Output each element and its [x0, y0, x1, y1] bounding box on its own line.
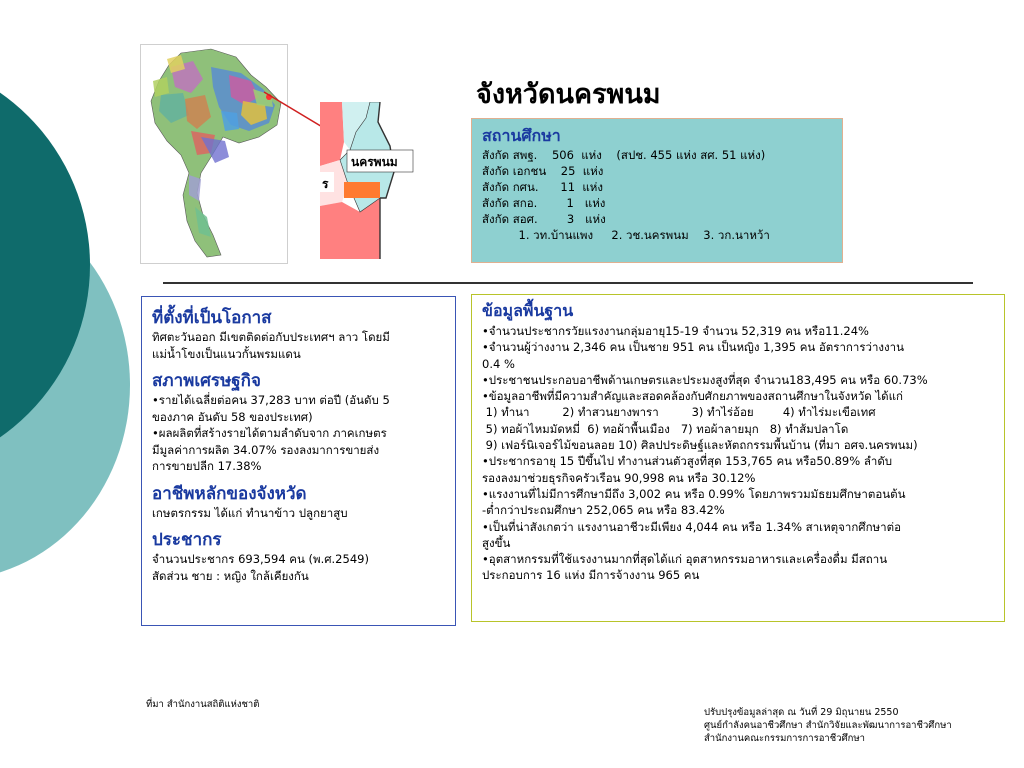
education-row: สังกัด สกอ. 1 แห่ง	[482, 196, 606, 210]
education-row: สังกัด สอศ. 3 แห่ง	[482, 212, 606, 226]
economy-line: การขายปลีก 17.38%	[152, 459, 262, 473]
education-box	[471, 118, 843, 263]
education-row: สังกัด สพฐ. 506 แห่ง (สปช. 455 แห่ง สศ. 51 แห่ง)	[482, 148, 766, 162]
basic-line: สูงขึ้น	[482, 535, 511, 550]
population-line: จำนวนประชากร 693,594 คน (พ.ศ.2549)	[152, 552, 369, 566]
updated-date: ปรับปรุงข้อมูลล่าสุด ณ วันที่ 29 มิถุนายน 2550	[704, 707, 899, 718]
separator-line	[163, 282, 973, 284]
location-section	[152, 307, 445, 362]
education-heading: สถานศึกษา	[482, 126, 561, 145]
basic-line: 9) เฟอร์นิเจอร์ไม้ขอนลอย 10) ศิลปประดิษฐ์และหัตถกรรมพื้นบ้าน (ที่มา อศจ.นครพนม)	[482, 438, 918, 453]
occupation-heading: อาชีพหลักของจังหวัด	[152, 483, 307, 504]
footer-credits	[704, 706, 952, 745]
source-note: ที่มา สำนักงานสถิติแห่งชาติ	[146, 699, 260, 710]
basic-line: •ข้อมูลอาชีพที่มีความสำคัญและสอดคล้องกับศักยภาพของสถานศึกษาในจังหวัด ได้แก่	[482, 389, 904, 404]
zoom-map-side-label: ร	[322, 177, 329, 191]
page-title: จังหวัดนครพนม	[476, 79, 661, 110]
education-row: 1. วท.บ้านแพง 2. วช.นครพนม 3. วก.นาหว้า	[482, 228, 770, 242]
basic-line: 5) ทอผ้าไหมมัดหมี่ 6) ทอผ้าพื้นเมือง 7) ทอผ้าลายมุก 8) ทำส้มปลาโด	[482, 421, 849, 436]
location-heading: ที่ตั้งที่เป็นโอกาส	[152, 308, 272, 328]
economy-line: •ผลผลิตที่สร้างรายได้ตามลำดับจาก ภาคเกษตร	[152, 426, 387, 440]
location-line: แม่น้ำโขงเป็นแนวกั้นพรมแดน	[152, 346, 301, 361]
thailand-map	[140, 44, 288, 264]
basic-line: •จำนวนประชากรวัยแรงงานกลุ่มอายุ15-19 จำนวน 52,319 คน หรือ11.24%	[482, 324, 869, 338]
basic-line: •เป็นที่น่าสังเกตว่า แรงงานอาชีวะมีเพียง 4,044 คน หรือ 1.34% สาเหตุจากศึกษาต่อ	[482, 519, 901, 534]
basic-line: •ประชากรอายุ 15 ปีขึ้นไป ทำงานส่วนตัวสูงที่สุด 153,765 คน หรือ50.89% ลำดับ	[482, 454, 893, 469]
basic-line: •อุตสาหกรรมที่ใช้แรงงานมากที่สุดได้แก่ อุตสาหกรรมอาหารและเครื่องดื่ม มีสถาน	[482, 552, 888, 567]
basic-line: •ประชาชนประกอบอาชีพด้านเกษตรและประมงสูงที่สุด จำนวน183,495 คน หรือ 60.73%	[482, 372, 928, 387]
population-line: สัดส่วน ชาย : หญิง ใกล้เคียงกัน	[152, 568, 309, 583]
org-line-1: ศูนย์กำลังคนอาชีวศึกษา สำนักวิจัยและพัฒนาการอาชีวศึกษา	[704, 720, 952, 731]
left-info-box	[141, 296, 456, 626]
economy-line: •รายได้เฉลี่ยต่อคน 37,283 บาท ต่อปี (อันดับ 5	[152, 393, 390, 407]
basic-line: ประกอบการ 16 แห่ง มีการจ้างงาน 965 คน	[482, 568, 700, 583]
education-row: สังกัด เอกชน 25 แห่ง	[482, 164, 604, 178]
occupation-section	[152, 483, 445, 522]
province-zoom-map	[320, 102, 423, 259]
location-line: ทิศตะวันออก มีเขตติดต่อกับประเทศฯ ลาว โดยมี	[152, 330, 390, 344]
economy-line: มีมูลค่าการผลิต 34.07% รองลงมาการขายส่ง	[152, 442, 380, 457]
economy-line: ของภาค อันดับ 58 ของประเทศ)	[152, 409, 313, 424]
org-line-2: สำนักงานคณะกรรมการการอาชีวศึกษา	[704, 733, 865, 744]
basic-line: •จำนวนผู้ว่างงาน 2,346 คน เป็นชาย 951 คน เป็นหญิง 1,395 คน อัตราการว่างงาน	[482, 340, 904, 355]
population-heading: ประชากร	[152, 530, 222, 550]
economy-section	[152, 370, 445, 475]
education-row: สังกัด กศน. 11 แห่ง	[482, 180, 603, 194]
population-section	[152, 529, 445, 584]
basic-heading: ข้อมูลพื้นฐาน	[482, 301, 574, 320]
basic-line: 1) ทำนา 2) ทำสวนยางพารา 3) ทำไร่อ้อย 4) ทำไร่มะเขือเทศ	[482, 405, 876, 420]
occupation-line: เกษตรกรรม ได้แก่ ทำนาข้าว ปลูกยาสูบ	[152, 505, 348, 520]
economy-heading: สภาพเศรษฐกิจ	[152, 371, 261, 391]
basic-line: 0.4 %	[482, 356, 515, 371]
basic-line: •แรงงานที่ไม่มีการศึกษามีถึง 3,002 คน หรือ 0.99% โดยภาพรวมมัธยมศึกษาตอนต้น	[482, 486, 906, 501]
basic-line: รองลงมาช่วยธุรกิจครัวเรือน 90,998 คน หรือ 30.12%	[482, 470, 756, 485]
basic-info-box	[471, 294, 1005, 622]
zoom-map-label: นครพนม	[351, 155, 398, 169]
basic-line: -ต่ำกว่าประถมศึกษา 252,065 คน หรือ 83.42%	[482, 503, 725, 518]
